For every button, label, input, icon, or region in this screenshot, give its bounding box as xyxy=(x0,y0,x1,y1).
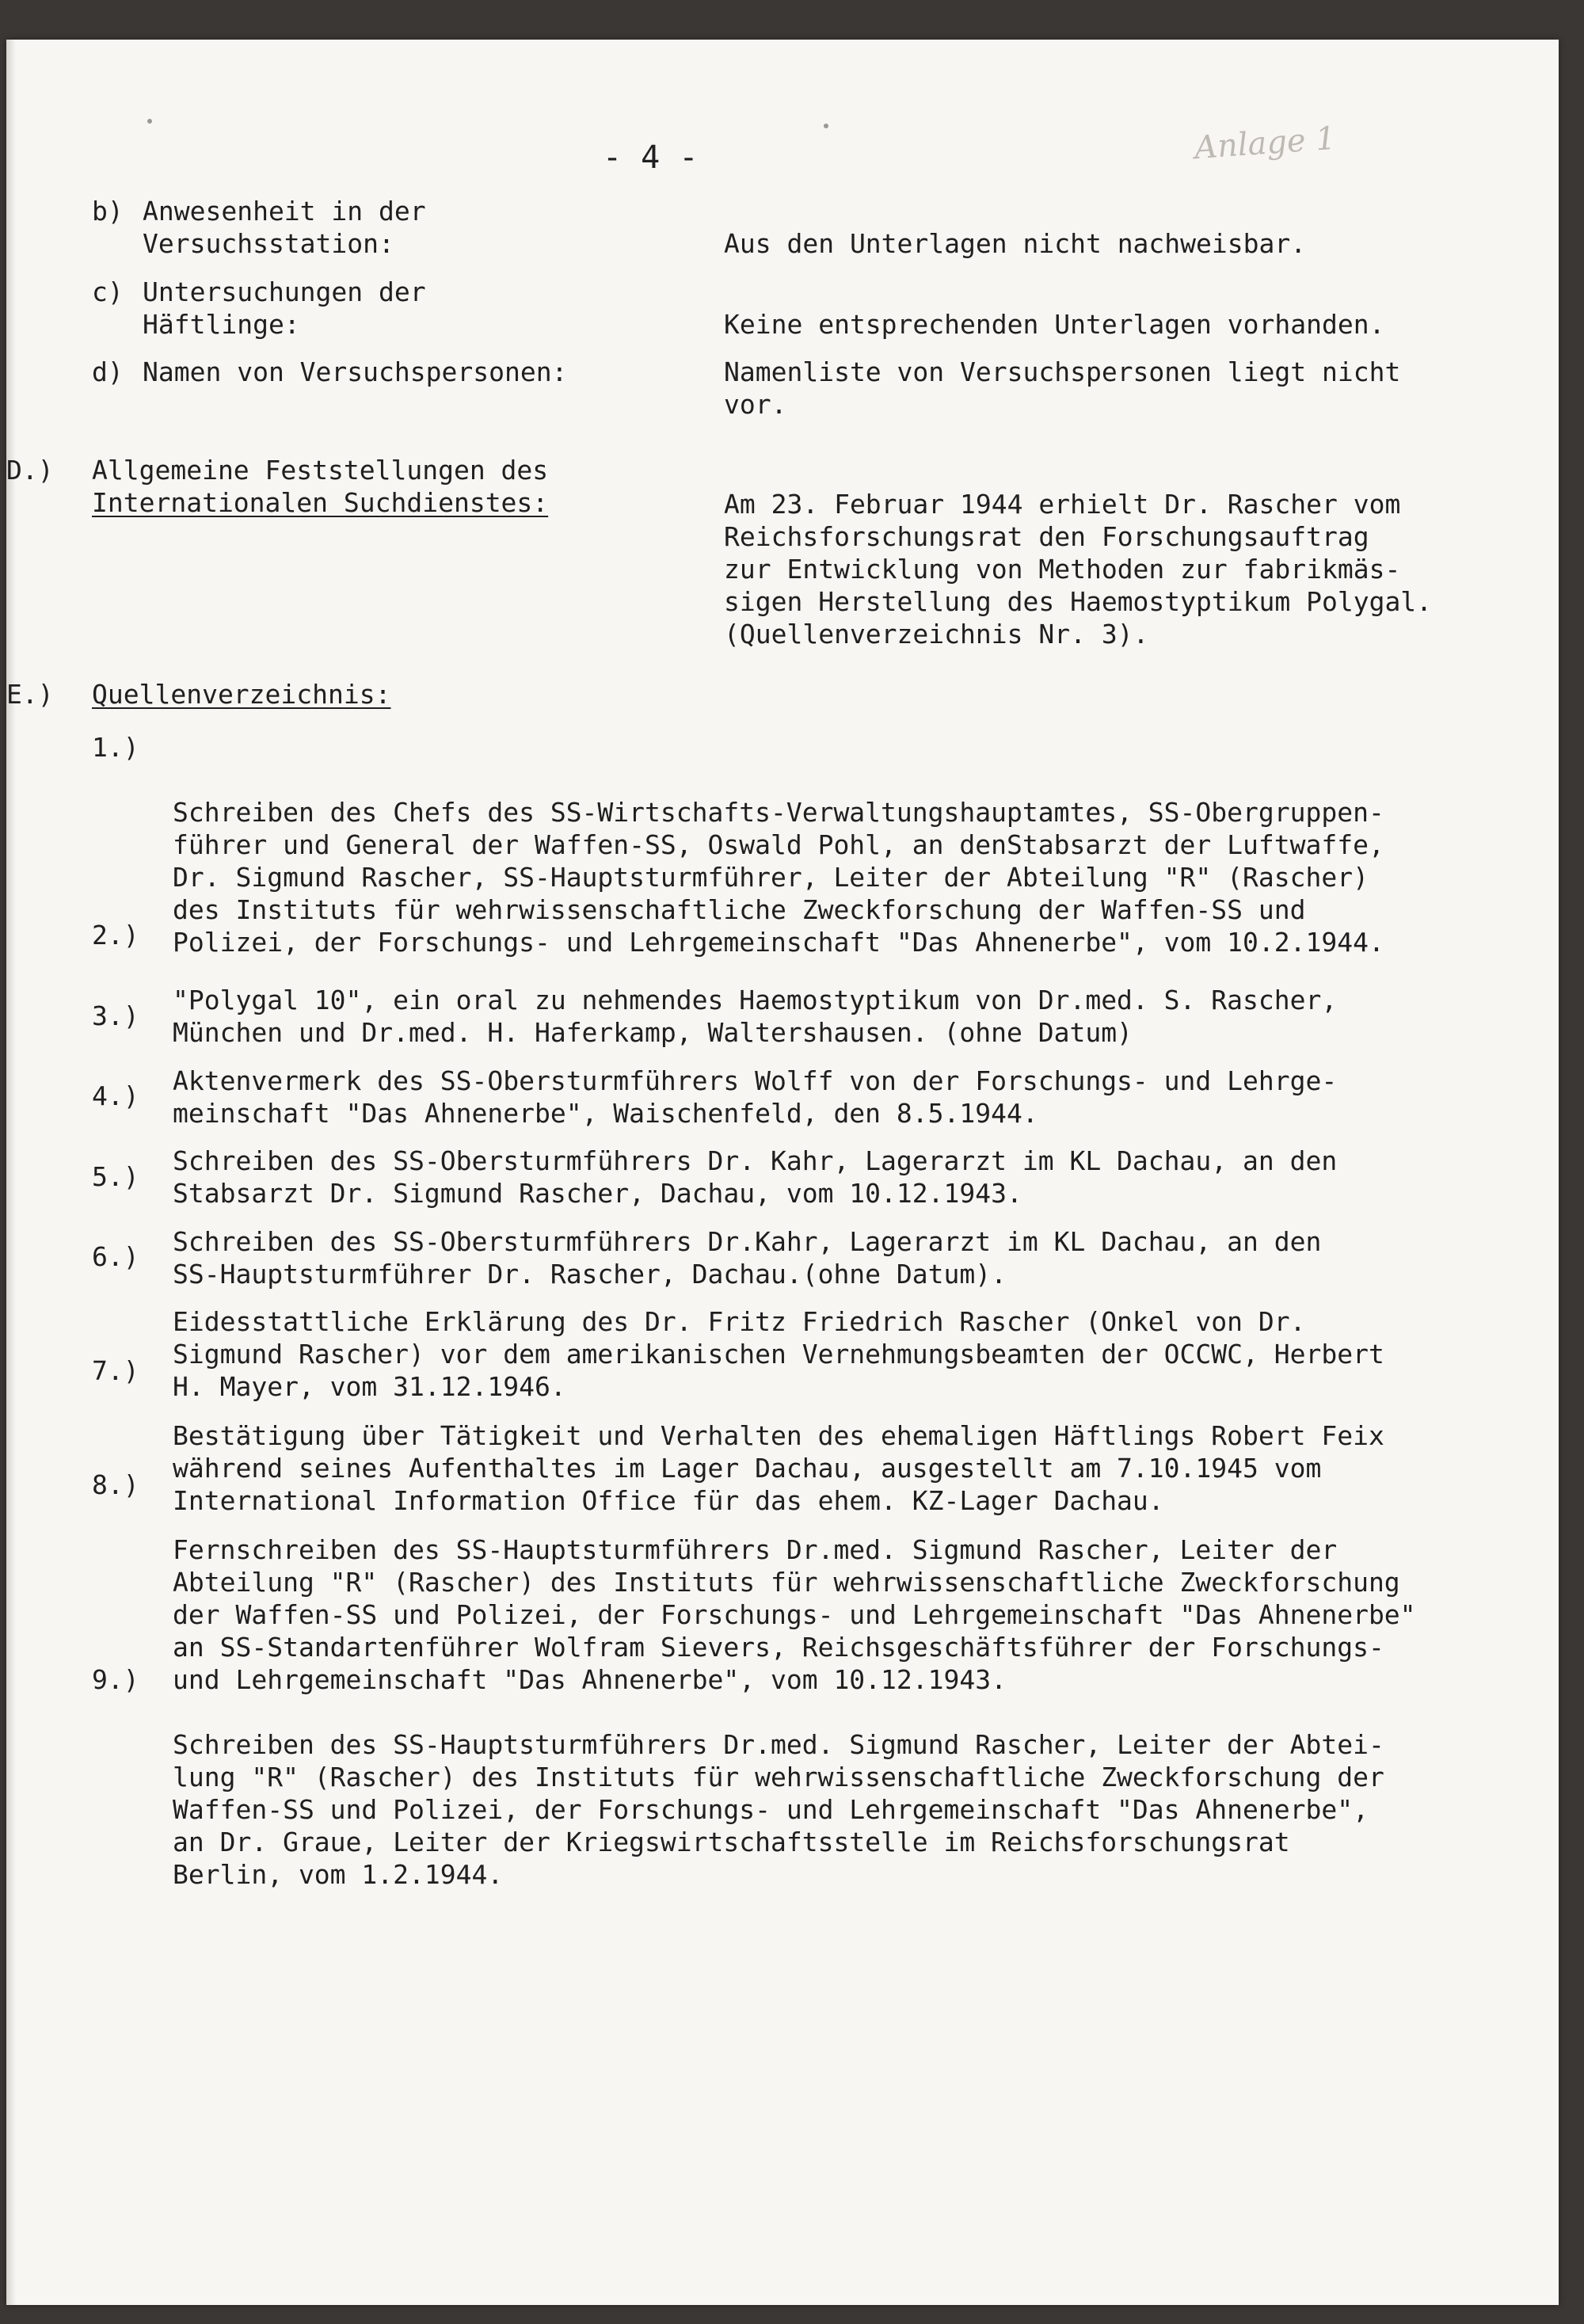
item-label: d) xyxy=(92,356,124,387)
source-number: 6.) xyxy=(92,1241,139,1272)
section-d-text: Am 23. Februar 1944 erhielt Dr. Rascher vom Reichsforschungsrat den Forschungsauftrag zur Entwicklung von Methoden zur fabrikmäs- sigen Herstellung des Haemostyptikum Polygal. (Quellenverzeichnis Nr. 3). xyxy=(724,489,1433,650)
source-number: 1.) xyxy=(92,732,139,763)
source-number: 8.) xyxy=(92,1469,139,1500)
item-question: Anwesenheit in der Versuchsstation: xyxy=(143,196,426,259)
source-number: 4.) xyxy=(92,1080,139,1111)
item-label: b) xyxy=(92,196,124,227)
section-e-heading: Quellenverzeichnis: xyxy=(92,679,391,710)
item-question: Untersuchungen der Häftlinge: xyxy=(143,276,426,340)
source-entry: Schreiben des Chefs des SS-Wirtschafts-Verwaltungshauptamtes, SS-Obergruppen- führer und General der Waffen-SS, Oswald Pohl, an denStabsarzt der Luftwaffe, Dr. Sigmund Rascher, SS-Hauptsturmführer, Leiter der Abteilung "R" (Rascher) des Instituts für wehrwissenschaftliche Zweckforschung der Waffen-SS und Polizei, der Forschungs- und Lehrgemeinschaft "Das Ahnenerbe", vom 10.2.1944. xyxy=(173,797,1384,958)
item-answer: Namenliste von Versuchspersonen liegt nicht vor. xyxy=(724,356,1401,420)
source-number: 5.) xyxy=(92,1161,139,1192)
source-entry: Fernschreiben des SS-Hauptsturmführers Dr.med. Sigmund Rascher, Leiter der Abteilung "R" (Rascher) des Instituts für wehrwissenschaftliche Zweckforschung der Waffen-SS und Polizei, der Forschungs- und Lehrgemeinschaft "Das Ahnenerbe" an SS-Standartenführer Wolfram Sievers, Reichsgeschäftsführer der Forschungs- und Lehrgemeinschaft "Das Ahnenerbe", vom 10.12.1943. xyxy=(173,1534,1416,1695)
source-entry: Bestätigung über Tätigkeit und Verhalten des ehemaligen Häftlings Robert Feix während seines Aufenthaltes im Lager Dachau, ausgestellt am 7.10.1945 vom International Information Office für das ehem. KZ-Lager Dachau. xyxy=(173,1420,1384,1516)
source-entry: Schreiben des SS-Obersturmführers Dr. Kahr, Lagerarzt im KL Dachau, an den Stabsarzt Dr. Sigmund Rascher, Dachau, vom 10.12.1943. xyxy=(173,1145,1338,1209)
source-number: 3.) xyxy=(92,1000,139,1031)
section-d-label: D.) xyxy=(6,455,54,486)
paper-speck xyxy=(824,124,828,128)
source-entry: Schreiben des SS-Obersturmführers Dr.Kahr, Lagerarzt im KL Dachau, an den SS-Hauptsturmführer Dr. Rascher, Dachau.(ohne Datum). xyxy=(173,1226,1322,1290)
item-question: Namen von Versuchspersonen: xyxy=(143,356,568,387)
source-number: 9.) xyxy=(92,1664,139,1695)
item-answer: Keine entsprechenden Unterlagen vorhanden. xyxy=(724,309,1385,340)
source-entry: Schreiben des SS-Hauptsturmführers Dr.med. Sigmund Rascher, Leiter der Abtei- lung "R" (Rascher) des Instituts für wehrwissenschaftliche Zweckforschung der Waffen-SS und Polizei, der Forschungs- und Lehrgemeinschaft "Das Ahnenerbe", an Dr. Graue, Leiter der Kriegswirtschaftsstelle im Reichsforschungsrat Berlin, vom 1.2.1944. xyxy=(173,1729,1384,1890)
page-number: - 4 - xyxy=(603,139,699,176)
handwritten-annotation: Anlage 1 xyxy=(1193,120,1338,167)
item-label: c) xyxy=(92,276,124,307)
source-entry: "Polygal 10", ein oral zu nehmendes Haemostyptikum von Dr.med. S. Rascher, München und Dr.med. H. Haferkamp, Waltershausen. (ohne Datum) xyxy=(173,985,1338,1048)
paper-speck xyxy=(147,119,152,124)
page-fold-shadow xyxy=(6,40,16,2305)
source-entry: Aktenvermerk des SS-Obersturmführers Wolff von der Forschungs- und Lehrge- meinschaft "Das Ahnenerbe", Waischenfeld, den 8.5.1944. xyxy=(173,1065,1338,1129)
source-number: 7.) xyxy=(92,1355,139,1386)
item-answer: Aus den Unterlagen nicht nachweisbar. xyxy=(724,228,1307,259)
section-e-label: E.) xyxy=(6,679,54,710)
section-d-heading: Allgemeine Feststellungen des Internationalen Suchdienstes: xyxy=(92,455,549,518)
source-entry: Eidesstattliche Erklärung des Dr. Fritz Friedrich Rascher (Onkel von Dr. Sigmund Rascher) vor dem amerikanischen Vernehmungsbeamten der OCCWC, Herbert H. Mayer, vom 31.12.1946. xyxy=(173,1306,1384,1402)
source-number: 2.) xyxy=(92,920,139,951)
document-page xyxy=(6,40,1559,2305)
